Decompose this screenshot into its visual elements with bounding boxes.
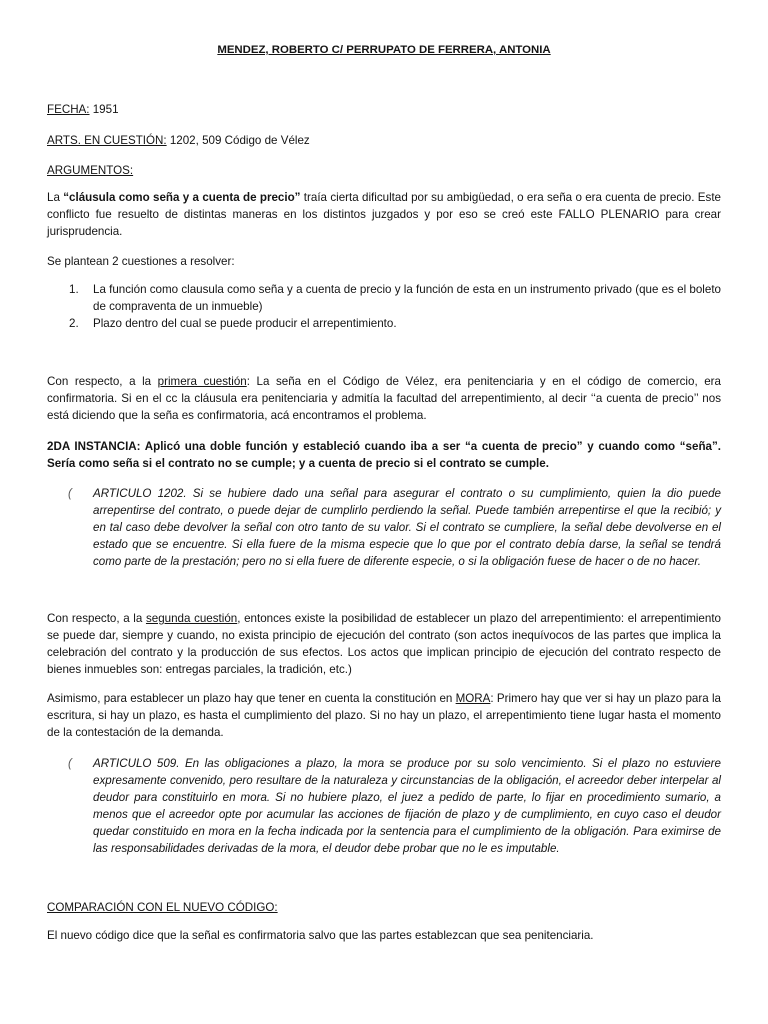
quote-text: ARTICULO 509. En las obligaciones a plazo, la mora se produce por su solo vencimiento. Si el plazo no estuviere expresamente convenido, pero resultare de la naturaleza y circunstancias de la obligación, el acreedor deber interpelar al deudor para constituirlo en mora. Si no hubiere plazo, el juez a pedido de parte, lo fijar en procedimiento sumario, a menos que el acreedor opte por acumular las acciones de fijación de plazo y de cumplimiento, en cuyo caso el deudor quedar constituido en mora en la fecha indicada por la sentencia para el cumplimiento de la obligación. Para eximirse de las responsabilidades derivadas de la mora, el deudor debe probar que no le es imputable. xyxy=(93,757,721,855)
fecha-label: FECHA: xyxy=(47,103,90,116)
paragraph-primera-post: : La seña en el Código de Vélez, era penitenciaria y en el código de comercio, era confirmatoria. Si en el cc la cláusula era penitenciaria y admitía la facultad del arrepentimiento, al decir ‘‘a cuenta de precio’’ nos está diciendo que la seña es confirmatoria, acá encontramos el problema. xyxy=(47,375,721,422)
paragraph-clausula-pre: La xyxy=(47,191,64,204)
paragraph-nuevo-codigo: El nuevo código dice que la señal es confirmatoria salvo que las partes establezcan que sea penitenciaria. xyxy=(47,929,594,942)
quote-mark-icon: ( xyxy=(68,757,72,770)
paragraph-cuestiones: Se plantean 2 cuestiones a resolver: xyxy=(47,255,235,268)
paragraph-clausula xyxy=(47,189,721,240)
list-item xyxy=(47,315,721,332)
argumentos-heading: ARGUMENTOS: xyxy=(47,164,134,177)
comparacion-heading: COMPARACIÓN CON EL NUEVO CÓDIGO: xyxy=(47,901,278,914)
paragraph-primera-cuestion xyxy=(47,373,721,424)
paragraph-segunda-post: , entonces existe la posibilidad de establecer un plazo del arrepentimiento: el arrepentimiento se puede dar, siempre y cuando, no exista principio de ejecución del contrato (son actos inequívocos de las partes que implica la celebración del contrato y la producción de sus efectos. Los actos que implican principio de ejecución del contrato respecto de bienes inmuebles son: entregas parciales, la tradición, etc.) xyxy=(47,612,721,676)
mora-underline: MORA xyxy=(455,692,491,705)
paragraph-mora xyxy=(47,690,721,741)
list-item xyxy=(47,281,721,315)
paragraph-segunda-pre: Con respecto, a la xyxy=(47,612,146,625)
paragraph-segunda-instancia: 2DA INSTANCIA: Aplicó una doble función y estableció cuando iba a ser “a cuenta de precio” y cuando como “seña”. Sería como seña si el contrato no se cumple; y a cuenta de precio si el contrato se cumple. xyxy=(47,440,721,470)
paragraph-primera-pre: Con respecto, a la xyxy=(47,375,158,388)
fecha-value: 1951 xyxy=(89,103,119,116)
list-text: La función como clausula como seña y a cuenta de precio y la función de esta en un instrumento privado (que es el boleto de compraventa de un inmueble) xyxy=(93,283,721,313)
segunda-cuestion-underline: segunda cuestión xyxy=(145,612,238,625)
list-number: 2. xyxy=(69,317,79,330)
quote-articulo-509 xyxy=(68,755,721,857)
primera-cuestion-underline: primera cuestión xyxy=(157,375,247,388)
list-number: 1. xyxy=(69,283,79,296)
paragraph-segunda-cuestion xyxy=(47,610,721,678)
list-text: Plazo dentro del cual se puede producir el arrepentimiento. xyxy=(93,317,397,330)
paragraph-mora-pre: Asimismo, para establecer un plazo hay que tener en cuenta la constitución en xyxy=(47,692,456,705)
quote-mark-icon: ( xyxy=(68,487,72,500)
cuestiones-list xyxy=(47,281,721,332)
document-title: MENDEZ, ROBERTO C/ PERRUPATO DE FERRERA, ANTONIA xyxy=(217,44,551,56)
quote-text: ARTICULO 1202. Si se hubiere dado una señal para asegurar el contrato o su cumplimiento, quien la dio puede arrepentirse del contrato, o puede dejar de cumplirlo perdiendo la señal. Puede también arrepentirse el que la recibió; y en tal caso debe devolver la señal con otro tanto de su valor. Si el contrato se cumpliere, la señal debe devolverse en el estado que se encuentre. Si ella fuere de la misma especie que lo que por el contrato debía darse, la señal se tendrá como parte de la prestación; pero no si ella fuere de diferente especie, o si la obligación fuese de hacer o de no hacer. xyxy=(93,487,721,568)
arts-line xyxy=(47,132,721,149)
quote-articulo-1202 xyxy=(68,485,721,570)
fecha-line xyxy=(47,101,721,118)
arts-value: 1202, 509 Código de Vélez xyxy=(166,134,310,147)
paragraph-clausula-post: traía cierta dificultad por su ambigüedad, o era seña o era cuenta de precio. Este conflicto fue resuelto de distintas maneras en los distintos juzgados y por eso se creó este FALLO PLENARIO para crear jurisprudencia. xyxy=(47,191,721,238)
clausula-bold: “cláusula como seña y a cuenta de precio” xyxy=(63,191,301,204)
paragraph-mora-post: : Primero hay que ver si hay un plazo para la escritura, si hay un plazo, es hasta el cumplimiento del plazo. Si no hay un plazo, el arrepentimiento tiene lugar hasta el momento de la contestación de la demanda. xyxy=(47,692,721,739)
arts-label: ARTS. EN CUESTIÓN: xyxy=(47,134,167,147)
